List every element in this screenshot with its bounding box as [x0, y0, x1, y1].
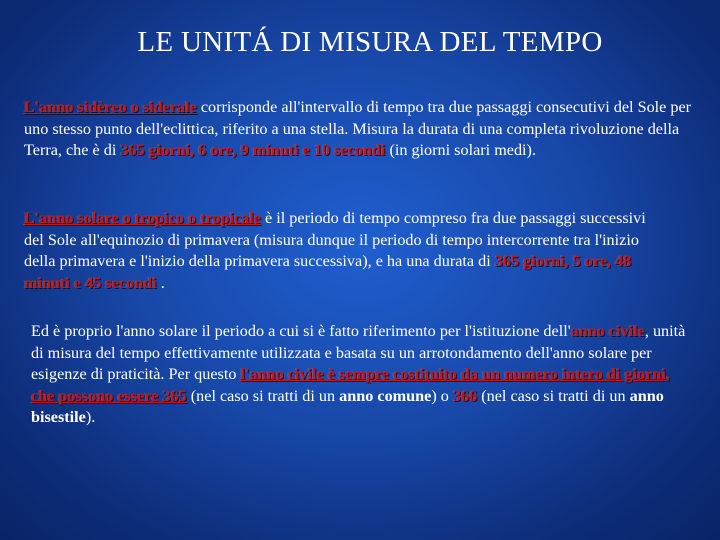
text: (nel caso si tratti di un: [186, 386, 340, 405]
text: , unità di misura del tempo effettivamente utilizzata e basata su un arrotondamento dell'anno solare per esigenze di praticità. Per questo: [31, 322, 686, 383]
term-common-year: anno comune: [339, 386, 432, 405]
text: ).: [85, 408, 96, 426]
text: .: [156, 273, 165, 292]
text: corrisponde all'intervallo di tempo tra due passaggi consecutivi del Sole per uno stesso punto dell'eclittica, riferito a una stella. Misura la durata di una completa rivoluzione della Terra, che è di: [24, 98, 692, 159]
value-sidereal-duration: 365 giorni, 6 ore, 9 minuti e 10 secondi: [120, 141, 386, 159]
text: ) o: [431, 386, 453, 405]
slide-title: LE UNITÁ DI MISURA DEL TEMPO: [137, 26, 603, 58]
term-civil-year: anno civile: [570, 322, 645, 340]
paragraph-civil-year: [31, 321, 691, 429]
term-leap-year: anno bisestile: [31, 386, 664, 426]
paragraph-solar-year: [24, 208, 664, 294]
text: è il periodo di tempo compreso fra due passaggi successivi del Sole all'equinozio di primavera (misura dunque il periodo di tempo intercorrente tra l'inizio della primavera e l'inizio della primavera successiva), e ha una durata di: [24, 209, 646, 270]
text: (nel caso si tratti di un: [477, 386, 630, 405]
term-solar-year: L'anno solare o tropico o tropicale: [24, 209, 261, 227]
value-solar-duration: 365 giorni, 5 ore, 48 minuti e 45 secondi: [24, 252, 632, 292]
text: Ed è proprio l'anno solare il periodo a cui si è fatto riferimento per l'istituzione dell': [31, 322, 571, 340]
paragraph-sidereal-year: [24, 97, 694, 162]
term-sidereal-year: L'anno sidèreo o siderale: [24, 98, 197, 116]
value-366: 366: [452, 386, 478, 405]
text: (in giorni solari medi).: [385, 141, 536, 159]
civil-year-statement: l'anno civile è sempre costituito da un numero intero di giorni, che possono essere 365: [31, 365, 670, 405]
